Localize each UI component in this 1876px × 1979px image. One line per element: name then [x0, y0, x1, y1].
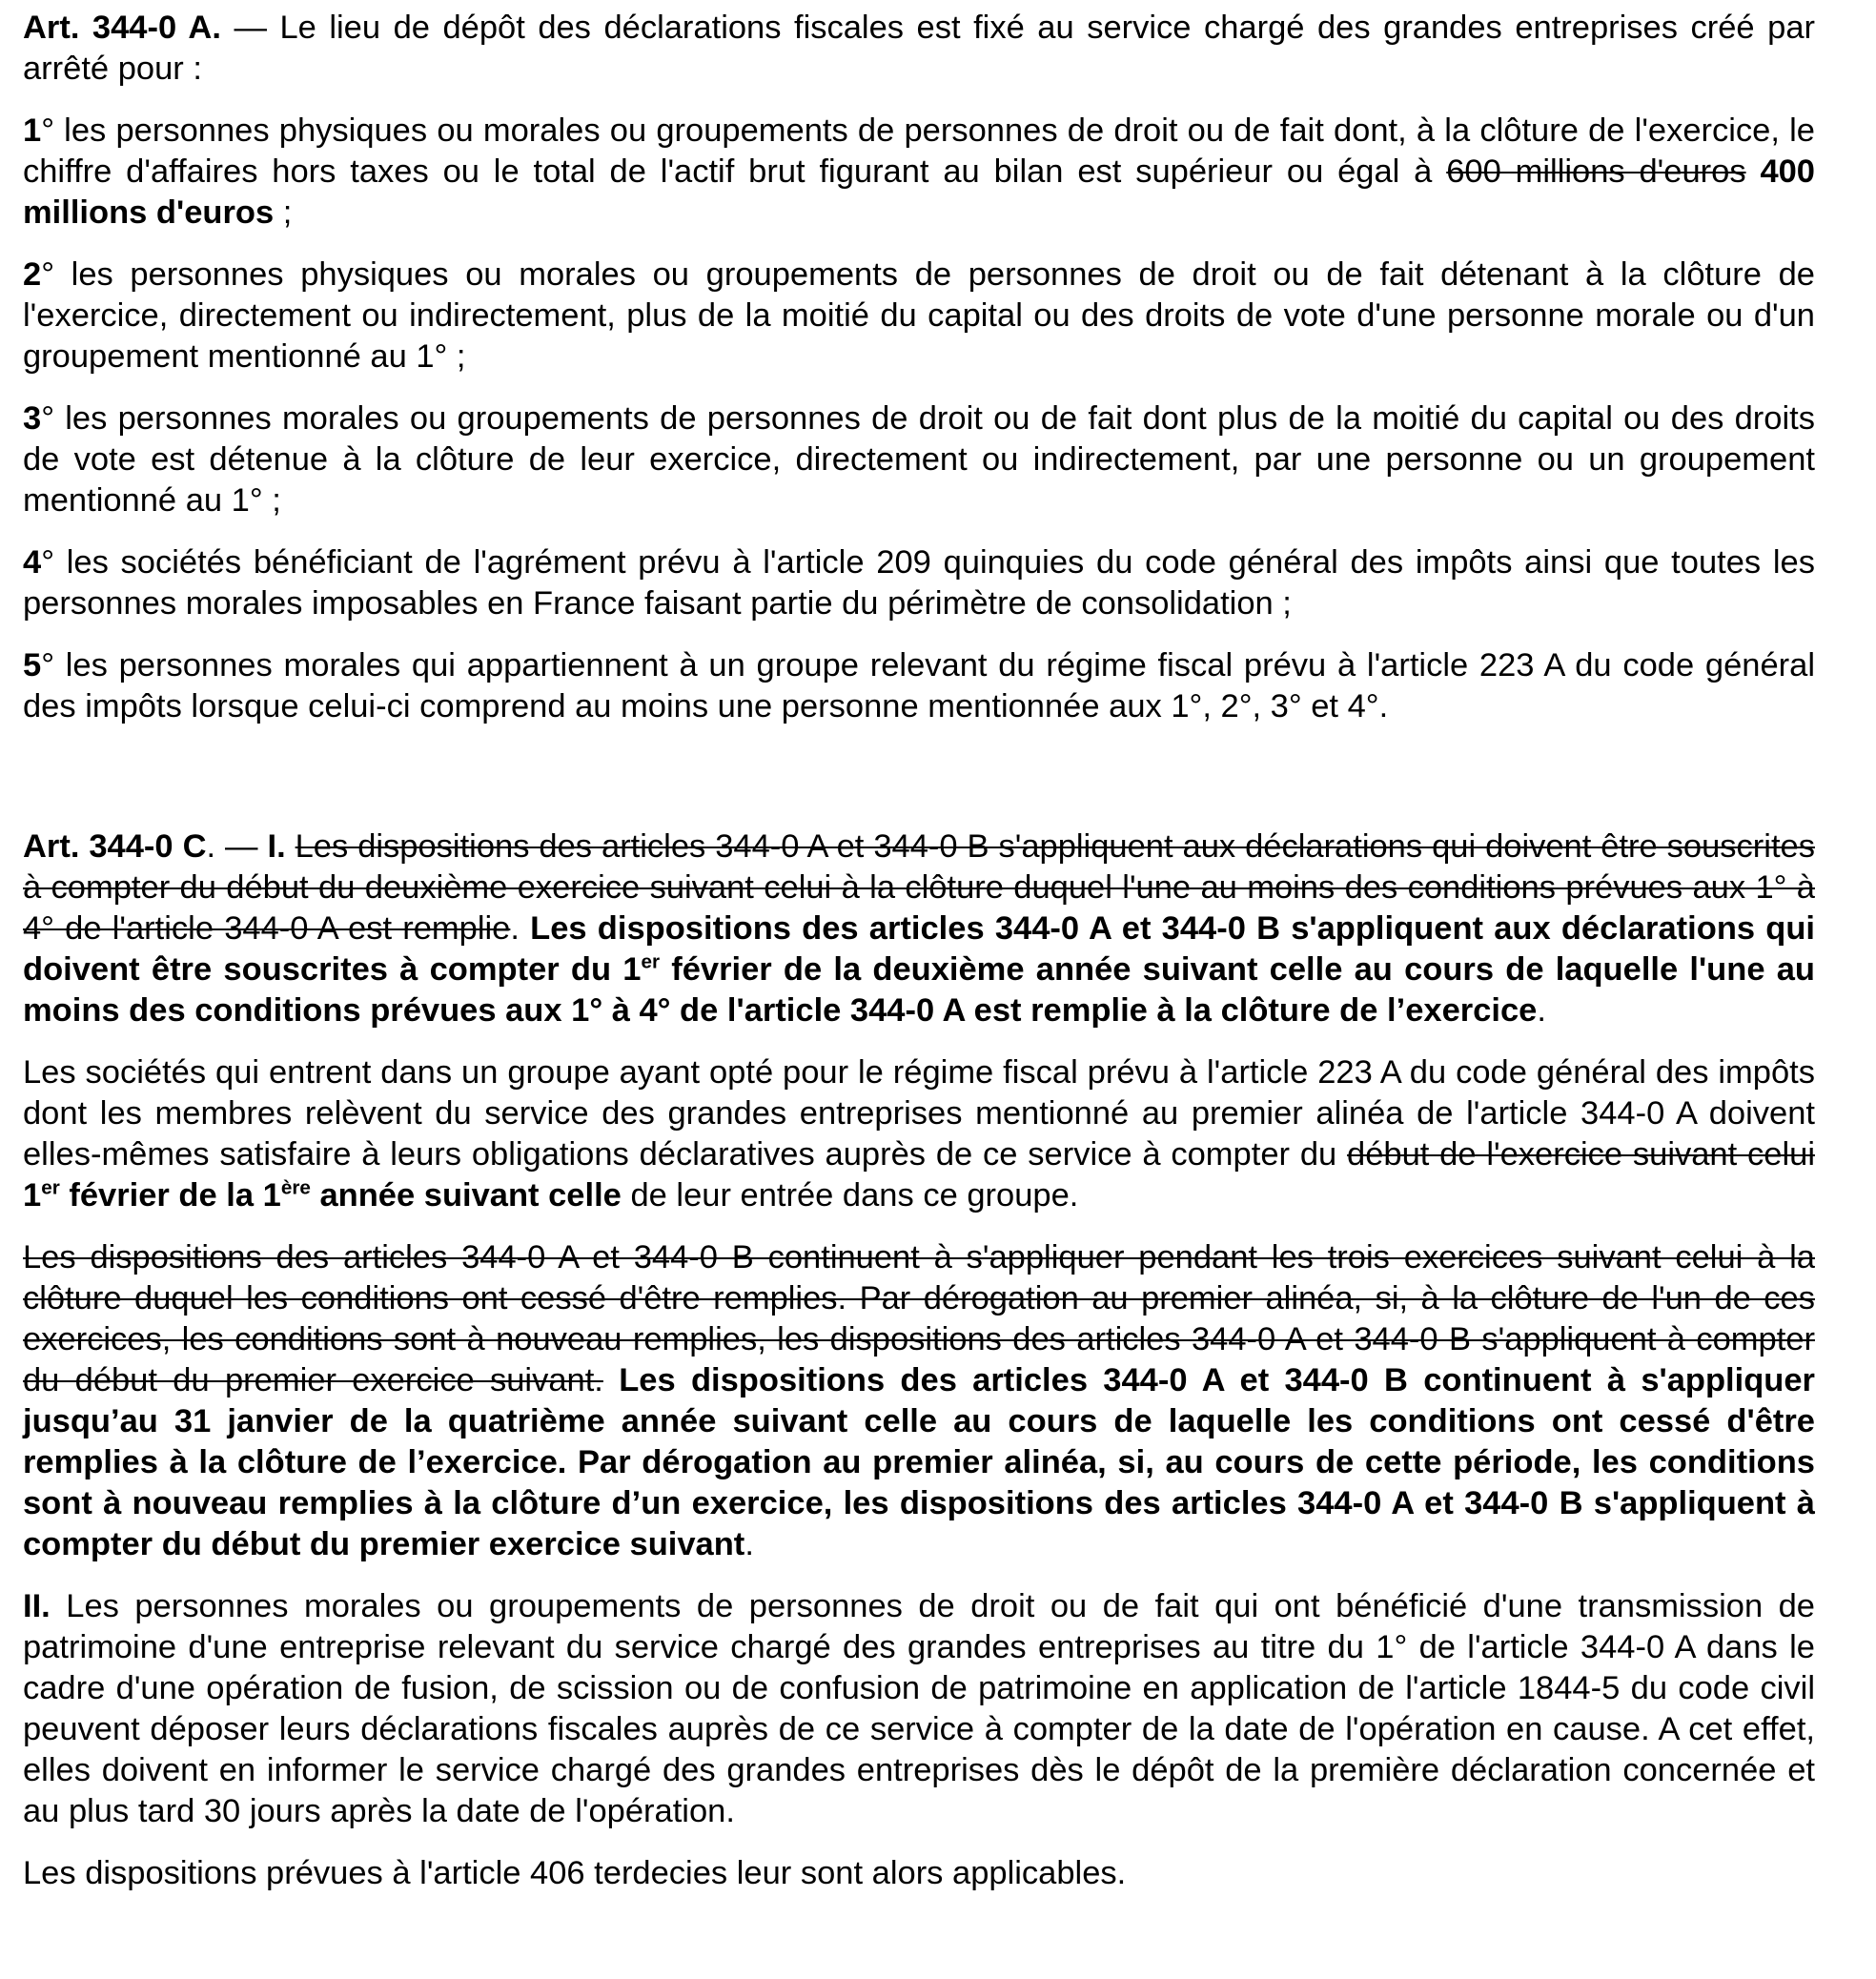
- bold-text: 2: [23, 256, 42, 293]
- bold-text: II.: [23, 1588, 51, 1624]
- text-run: ° les personnes morales qui appartiennent à un groupe relevant du régime fiscal prévu à l'article 223 A du code général des impôts lorsque celui-ci comprend au moins une personne mentionnée aux 1°, 2°, 3° et 4°.: [23, 647, 1815, 724]
- bold-text: Les dispositions des articles 344-0 A et 344-0 B continuent à s'appliquer jusqu’au 31 janvier de la quatrième année suivant celle au cours de laquelle les conditions ont cessé d'être remplies à la clôture de l’exercice. Par dérogation au premier alinéa, si, au cours de cette période, les conditions sont à nouveau remplies à la clôture d’un exercice, les dispositions des articles 344-0 A et 344-0 B s'appliquent à compter du début du premier exercice suivant: [23, 1362, 1815, 1562]
- art-a-intro: [23, 8, 1815, 90]
- art-a-item-5: [23, 645, 1815, 727]
- text-run: de leur entrée dans ce groupe.: [621, 1177, 1079, 1214]
- text-run: Les personnes morales ou groupements de personnes de droit ou de fait qui ont bénéficié d'une transmission de patrimoine d'une entreprise relevant du service chargé des grandes entreprises au titre du 1° de l'article 344-0 A dans le cadre d'une opération de fusion, de scission ou de confusion de patrimoine en application de l'article 1844-5 du code civil peuvent déposer leurs déclarations fiscales auprès de ce service à compter de la date de l'opération en cause. A cet effet, elles doivent en informer le service chargé des grandes entreprises dès le dépôt de la première déclaration concernée et au plus tard 30 jours après la date de l'opération.: [23, 1588, 1815, 1829]
- text-run: [603, 1362, 619, 1398]
- bold-text: Art. 344-0 A.: [23, 10, 221, 46]
- text-run: [1746, 153, 1761, 190]
- text-run: ° les personnes physiques ou morales ou groupements de personnes de droit ou de fait dont, à la clôture de l'exercice, le chiffre d'affaires hors taxes ou le total de l'actif brut figurant au bilan est supérieur ou égal à: [23, 112, 1815, 190]
- bold-text: I.: [267, 828, 286, 865]
- text-run: .: [510, 910, 531, 947]
- art-c-paragraph-groupe: [23, 1052, 1815, 1216]
- text-run: Les dispositions prévues à l'article 406 terdecies leur sont alors applicables.: [23, 1855, 1127, 1891]
- art-a-item-2: [23, 255, 1815, 377]
- art-c-paragraph-continuent: [23, 1237, 1815, 1565]
- bold-text: année suivant celle: [310, 1177, 622, 1214]
- art-c-paragraph-ii: [23, 1586, 1815, 1832]
- struck-text: Les dispositions des articles 344-0 A et 344-0 B s'appliquent aux déclarations qui doivent être souscrites à compter du début du deuxième exercice suivant celui à la clôture duquel l'une au moins des conditions prévues aux 1° à 4° de l'article 344-0 A est remplie: [23, 828, 1815, 947]
- bold-text: février de la 1: [59, 1177, 281, 1214]
- text-run: ° les personnes morales ou groupements de personnes de droit ou de fait dont plus de la moitié du capital ou des droits de vote est détenue à la clôture de leur exercice, directement ou indirectement, par une personne ou un groupement mentionné au 1° ;: [23, 400, 1815, 519]
- bold-text: 400 millions d'euros: [23, 153, 1815, 231]
- struck-text: Les dispositions des articles 344-0 A et 344-0 B continuent à s'appliquer pendant les trois exercices suivant celui à la clôture duquel les conditions ont cessé d'être remplies. Par dérogation au premier alinéa, si, à la clôture de l'un de ces exercices, les conditions sont à nouveau remplies, les dispositions des articles 344-0 A et 344-0 B s'appliquent à compter du début du premier exercice suivant.: [23, 1239, 1815, 1398]
- text-run: Les sociétés qui entrent dans un groupe ayant opté pour le régime fiscal prévu à l'article 223 A du code général des impôts dont les membres relèvent du service des grandes entreprises mentionné au premier alinéa de l'article 344-0 A doivent elles-mêmes satisfaire à leurs obligations déclaratives auprès de ce service à compter du: [23, 1054, 1815, 1173]
- text-run: ° les personnes physiques ou morales ou groupements de personnes de droit ou de fait détenant à la clôture de l'exercice, directement ou indirectement, plus de la moitié du capital ou des droits de vote d'une personne morale ou d'un groupement mentionné au 1° ;: [23, 256, 1815, 375]
- superscript-text: ère: [280, 1176, 311, 1199]
- art-c-paragraph-406: [23, 1853, 1815, 1894]
- bold-text: Art. 344-0 C: [23, 828, 207, 865]
- text-run: ;: [274, 194, 293, 231]
- bold-text: 5: [23, 647, 42, 683]
- text-run: . —: [206, 828, 268, 865]
- text-run: .: [1537, 992, 1546, 1029]
- bold-text: 3: [23, 400, 42, 437]
- text-run: [286, 828, 296, 865]
- bold-text: 1: [23, 112, 42, 149]
- bold-text: 4: [23, 544, 42, 581]
- art-a-item-4: [23, 542, 1815, 624]
- document-page: [23, 8, 1815, 1915]
- text-run: ° les sociétés bénéficiant de l'agrément prévu à l'article 209 quinquies du code général des impôts ainsi que toutes les personnes morales imposables en France faisant partie du périmètre de consolidation ;: [23, 544, 1815, 622]
- art-c-paragraph-i: [23, 826, 1815, 1031]
- text-run: .: [744, 1526, 754, 1562]
- bold-text: Les dispositions des articles 344-0 A et 344-0 B s'appliquent aux déclarations qui doivent être souscrites à compter du 1: [23, 910, 1815, 988]
- art-a-item-1: [23, 111, 1815, 234]
- superscript-text: er: [41, 1176, 60, 1199]
- struck-text: début de l'exercice suivant celui: [1347, 1136, 1815, 1173]
- text-run: — Le lieu de dépôt des déclarations fiscales est fixé au service chargé des grandes entreprises créé par arrêté pour :: [23, 10, 1816, 87]
- struck-text: 600 millions d'euros: [1446, 153, 1746, 190]
- bold-text: février de la deuxième année suivant celle au cours de laquelle l'une au moins des conditions prévues aux 1° à 4° de l'article 344-0 A est remplie à la clôture de l’exercice: [23, 951, 1815, 1029]
- art-a-item-3: [23, 398, 1815, 521]
- superscript-text: er: [641, 950, 661, 973]
- bold-text: 1: [23, 1177, 42, 1214]
